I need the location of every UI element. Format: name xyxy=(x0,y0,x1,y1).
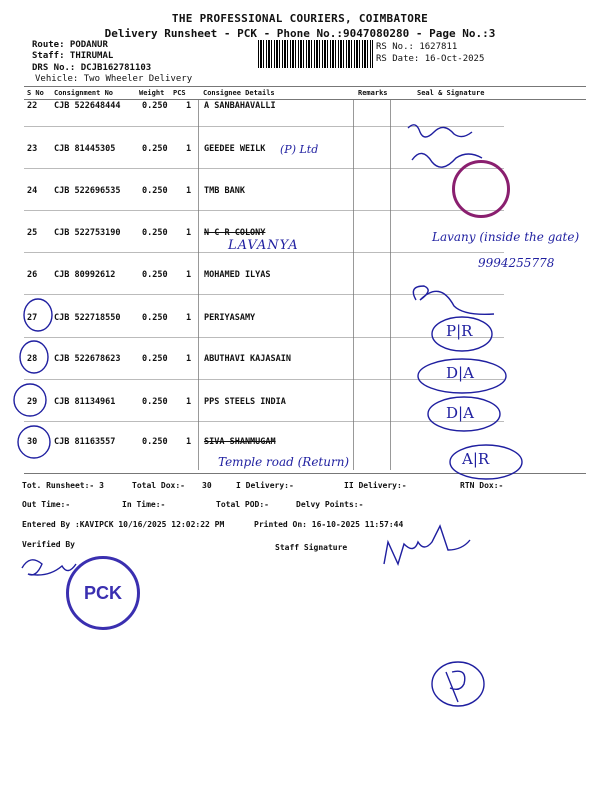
sno-circle xyxy=(20,341,48,373)
rs-number: RS No.: 1627811 xyxy=(376,42,458,52)
col-seal-signature: Seal & Signature xyxy=(417,89,485,97)
row-weight: 0.250 xyxy=(142,101,168,111)
handwritten-phone: 9994255778 xyxy=(478,256,555,270)
sno-circle xyxy=(18,426,50,458)
row-consignee: PPS STEELS INDIA xyxy=(204,397,286,407)
row-consignment: CJB 522718550 xyxy=(54,313,121,323)
row-sno: 27 xyxy=(27,313,38,323)
handwritten-name: LAVANYA xyxy=(228,238,299,253)
row-consignee: SIVA SHANMUGAM xyxy=(204,437,276,447)
row-weight: 0.250 xyxy=(142,186,168,196)
vehicle-label: Vehicle: Two Wheeler Delivery xyxy=(35,74,193,84)
row-pcs: 1 xyxy=(186,270,192,280)
staff-signature xyxy=(384,526,470,564)
row-consignee: MOHAMED ILYAS xyxy=(204,270,271,280)
row-pcs: 1 xyxy=(186,397,192,407)
signature-scribble xyxy=(413,286,494,314)
row-sno: 22 xyxy=(27,101,38,111)
row-pcs: 1 xyxy=(186,437,192,447)
row-pcs: 1 xyxy=(186,354,192,364)
row-sno: 30 xyxy=(27,437,38,447)
route-label: Route: PODANUR xyxy=(32,40,108,50)
row-consignment: CJB 80992612 xyxy=(54,270,116,280)
verified-by: Verified By xyxy=(22,540,75,549)
row-consignment: CJB 522678623 xyxy=(54,354,121,364)
row-sno: 28 xyxy=(27,354,38,364)
bottom-initial xyxy=(446,671,465,702)
initials-oval xyxy=(418,359,506,393)
row-consignee: A SANBAHAVALLI xyxy=(204,101,276,111)
row-pcs: 1 xyxy=(186,228,192,238)
handwritten-initials: A|R xyxy=(462,450,490,468)
sno-circle xyxy=(24,299,52,331)
total-dox-value: 30 xyxy=(202,481,212,490)
ii-delivery: II Delivery:- xyxy=(344,481,407,490)
drs-number: DRS No.: DCJB162781103 xyxy=(32,63,152,73)
col-remarks: Remarks xyxy=(358,89,388,97)
initials-oval xyxy=(428,397,500,431)
row-weight: 0.250 xyxy=(142,313,168,323)
row-consignment: CJB 522753190 xyxy=(54,228,121,238)
total-dox-label: Total Dox:- xyxy=(132,481,185,490)
row-consignment: CJB 522648444 xyxy=(54,101,121,111)
entered-by: Entered By :KAVIPCK 10/16/2025 12:02:22 PM xyxy=(22,520,225,529)
runsheet-subtitle: Delivery Runsheet - PCK - Phone No.:9047080280 - Page No.:3 xyxy=(104,27,496,40)
col-weight: Weight xyxy=(139,89,165,97)
row-weight: 0.250 xyxy=(142,270,168,280)
row-consignment: CJB 81134961 xyxy=(54,397,116,407)
row-consignee: ABUTHAVI KAJASAIN xyxy=(204,354,291,364)
row-consignment: CJB 522696535 xyxy=(54,186,121,196)
col-sno: S No xyxy=(27,89,44,97)
bank-seal-stamp xyxy=(452,160,510,218)
row-pcs: 1 xyxy=(186,144,192,154)
i-delivery: I Delivery:- xyxy=(236,481,294,490)
row-consignee: PERIYASAMY xyxy=(204,313,256,323)
printed-on: Printed On: 16-10-2025 11:57:44 xyxy=(254,520,404,529)
sno-circle xyxy=(14,384,46,416)
out-time: Out Time:- xyxy=(22,500,71,509)
company-title: THE PROFESSIONAL COURIERS, COIMBATORE xyxy=(171,12,429,25)
row-weight: 0.250 xyxy=(142,354,168,364)
handwritten-initials: D|A xyxy=(446,404,474,422)
row-weight: 0.250 xyxy=(142,437,168,447)
bottom-initial xyxy=(432,662,484,706)
col-pcs: PCS xyxy=(173,89,186,97)
handwritten-note: Temple road (Return) xyxy=(218,455,350,469)
row-sno: 26 xyxy=(27,270,38,280)
initials-oval xyxy=(450,445,522,479)
row-sno: 29 xyxy=(27,397,38,407)
handwritten-signature: Lavany (inside the gate) xyxy=(432,230,580,244)
row-consignee: TMB BANK xyxy=(204,186,245,196)
rtn-dox: RTN Dox:- xyxy=(460,481,504,490)
row-consignment: CJB 81163557 xyxy=(54,437,116,447)
row-sno: 25 xyxy=(27,228,38,238)
row-weight: 0.250 xyxy=(142,228,168,238)
row-sno: 24 xyxy=(27,186,38,196)
in-time: In Time:- xyxy=(122,500,166,509)
row-sno: 23 xyxy=(27,144,38,154)
row-consignee: N C R COLONY xyxy=(204,228,266,238)
initials-oval xyxy=(432,317,492,351)
col-consignment: Consignment No xyxy=(54,89,114,97)
handwritten-initials: D|A xyxy=(446,364,474,382)
row-pcs: 1 xyxy=(186,186,192,196)
verified-signature xyxy=(22,560,76,575)
total-pod: Total POD:- xyxy=(216,500,269,509)
row-pcs: 1 xyxy=(186,101,192,111)
delvy-points: Delvy Points:- xyxy=(296,500,364,509)
row-weight: 0.250 xyxy=(142,144,168,154)
tot-runsheet: Tot. Runsheet:- 3 xyxy=(22,481,104,490)
row-pcs: 1 xyxy=(186,313,192,323)
col-consignee: Consignee Details xyxy=(203,89,275,97)
row-weight: 0.250 xyxy=(142,397,168,407)
rs-date: RS Date: 16-Oct-2025 xyxy=(376,54,485,64)
row-consignment: CJB 81445305 xyxy=(54,144,116,154)
signature-scribble xyxy=(408,125,472,137)
staff-label: Staff: THIRUMAL xyxy=(32,51,114,61)
staff-signature-label: Staff Signature xyxy=(275,543,348,552)
handwritten-note: (P) Ltd xyxy=(280,143,319,156)
pck-stamp: PCK xyxy=(66,556,140,630)
row-consignee: GEEDEE WEILK xyxy=(204,144,266,154)
handwritten-initials: P|R xyxy=(446,322,473,340)
